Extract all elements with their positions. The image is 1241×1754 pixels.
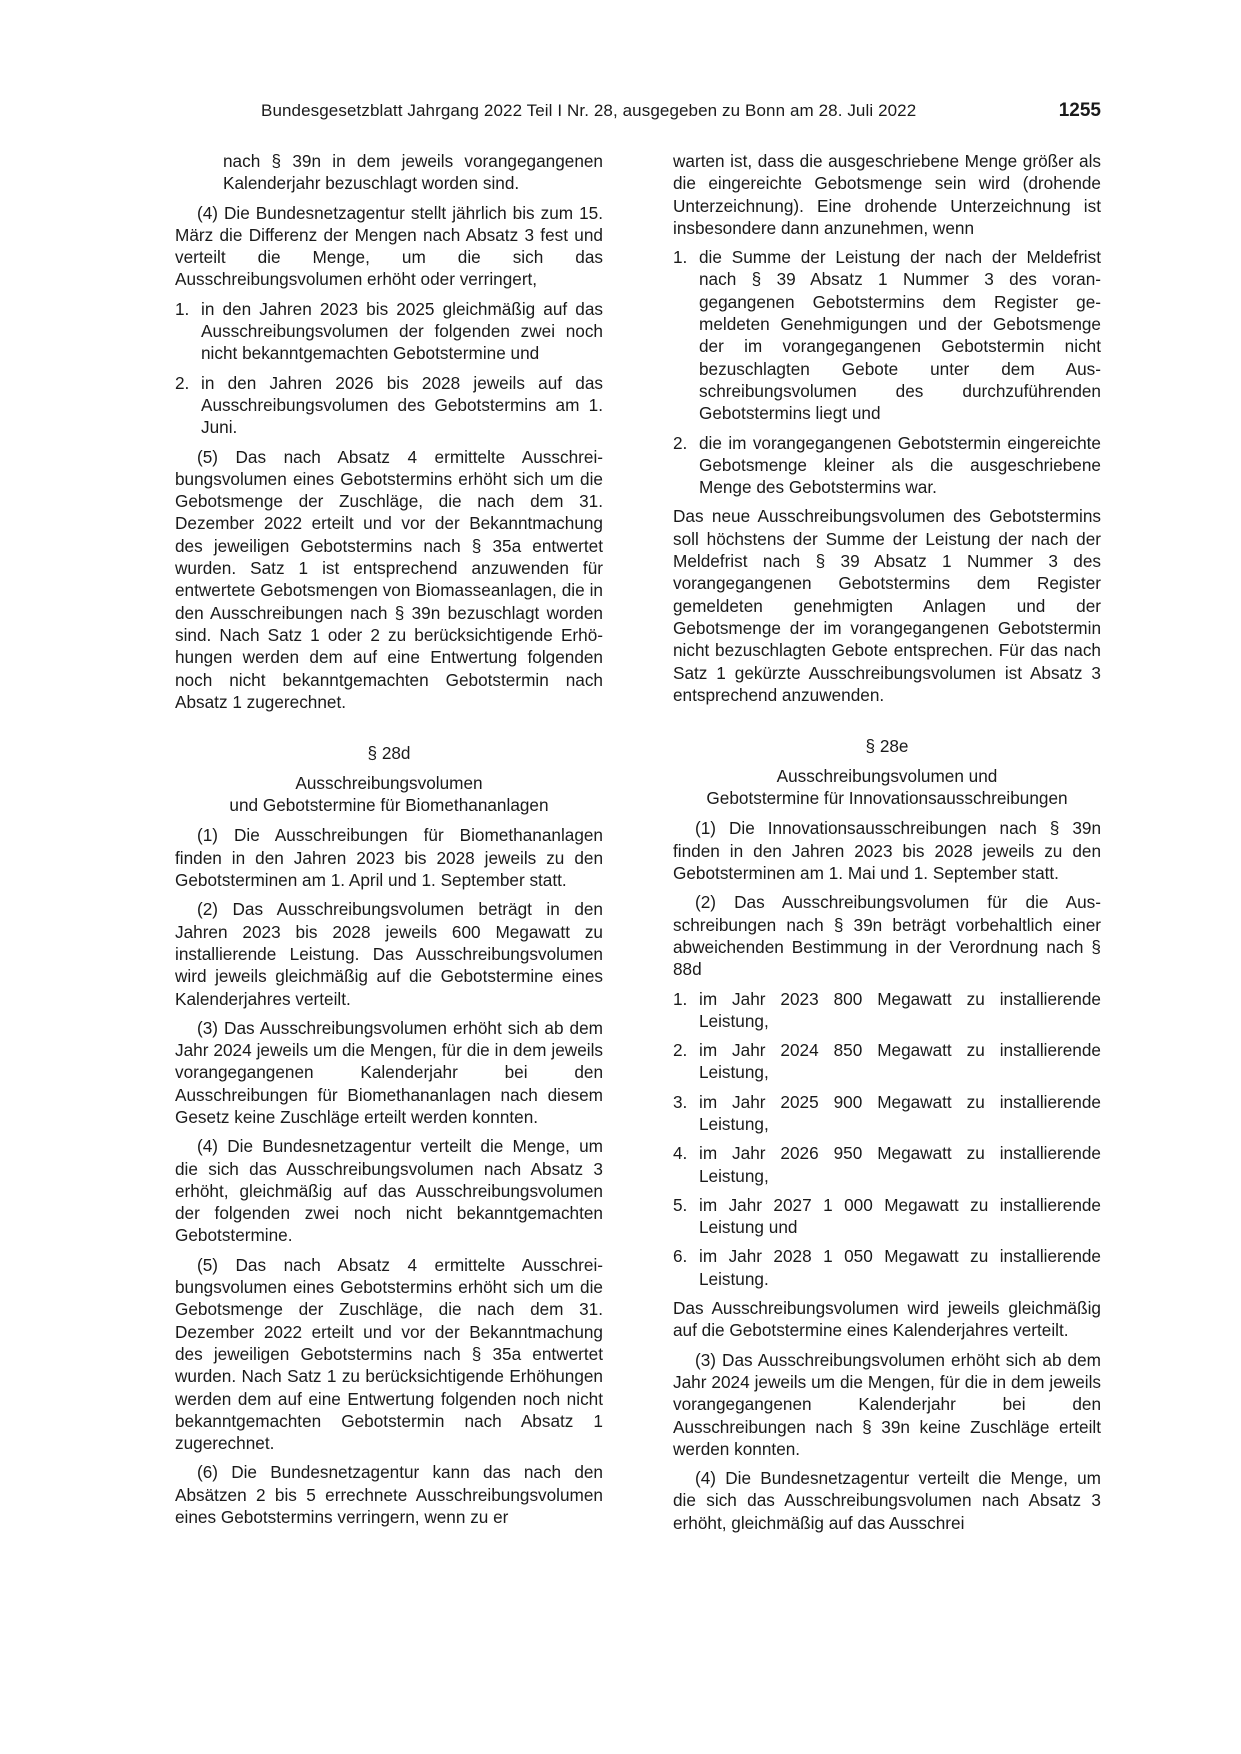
list-item-text: die Summe der Leistung der nach der Meldefrist nach § 39 Absatz 1 Nummer 3 des vorangegangenen Gebotstermins dem Register gemeldeten Genehmigungen und der Gebotsmenge der im vorangegangenen Gebotstermin nicht bezuschlagten Gebote unter dem Ausschreibungsvolumen des durchzuführenden Gebotstermins liegt und xyxy=(699,247,1101,424)
list-item xyxy=(673,432,1101,499)
list-item-text: im Jahr 2027 1 000 Megawatt zu installierende Leistung und xyxy=(699,1194,1101,1238)
paragraph-4: (4) Die Bundesnetzagentur verteilt die Menge, um die sich das Ausschreibungsvolumen nach Absatz 3 erhöht, gleichmäßig auf das Ausschreibungsvolumen der folgenden zwei noch nicht bekanntgemachten Gebotstermine. xyxy=(175,1136,603,1246)
paragraph-1: (1) Die Ausschreibungen für Biomethananlagen finden in den Jahren 2023 bis 2028 jeweils zu den Gebotsterminen am 1. April und 1. September statt. xyxy=(175,825,603,891)
paragraph-4: (4) Die Bundesnetzagentur stellt jährlich bis zum 15. März die Differenz der Mengen nach Absatz 3 fest und verteilt die Menge, um die sich das Ausschreibungsvolumen erhöht oder verringert, xyxy=(175,202,603,290)
paragraph-6: (6) Die Bundesnetzagentur kann das nach den Absätzen 2 bis 5 errechnete Ausschreibungsvolumen eines Gebotstermins verringern, wenn zu er xyxy=(175,1462,603,1528)
list-item-number: 1. xyxy=(175,298,190,319)
paragraph-2: (2) Das Ausschreibungsvolumen für die Ausschreibungen nach § 39n beträgt vorbehaltlich einer abweichenden Bestimmung in der Verordnung nach § 88d xyxy=(673,892,1101,980)
list-item xyxy=(175,298,603,365)
list-item xyxy=(673,1091,1101,1136)
list-item xyxy=(673,1245,1101,1290)
list-item-text: die im vorangegangenen Gebotstermin eingereichte Gebotsmenge kleiner als die ausgeschriebene Menge des Gebotstermins war. xyxy=(699,432,1101,498)
list-item-number: 3. xyxy=(673,1091,688,1112)
list-item-text: im Jahr 2028 1 050 Megawatt zu installierende Leistung. xyxy=(699,1246,1101,1289)
list-item-text: in den Jahren 2023 bis 2025 gleichmäßig auf das Ausschreibungsvolumen der folgenden zwei noch nicht bekanntgemachten Gebotstermine und xyxy=(201,298,603,364)
section-title-28e xyxy=(673,765,1101,809)
paragraph-4: (4) Die Bundesnetzagentur verteilt die Menge, um die sich das Ausschreibungsvolumen nach Absatz 3 erhöht, gleichmäßig auf das Ausschrei xyxy=(673,1468,1101,1533)
section-title-28d xyxy=(175,772,603,816)
paragraph-5: (5) Das nach Absatz 4 ermittelte Ausschreibungsvolumen eines Gebotstermins erhöht sich um die Gebotsmenge der Zuschläge, die nach dem 31. Dezember 2022 erteilt und vor der Bekanntmachung des jeweiligen Gebotstermins nach § 35a entwertet wurden. Satz 1 ist entsprechend anzuwenden für entwertete Gebotsmengen von Biomasseanlagen, die in den Ausschreibungen nach § 39n bezuschlagt worden sind. Nach Satz 1 oder 2 zu berücksichtigende Erhöhungen werden dem auf eine Entwertung folgenden noch nicht bekanntgemachten Gebotstermin nach Absatz 1 zugerechnet. xyxy=(175,446,603,712)
page-number: 1255 xyxy=(1058,100,1101,121)
continuation-paragraph: nach § 39n in dem jeweils vorangegangenen Kalenderjahr bezuschlagt worden sind. xyxy=(223,151,603,194)
list-item-number: 1. xyxy=(673,247,688,268)
section-title-line: und Gebotstermine für Biomethananlagen xyxy=(229,795,549,816)
list-item xyxy=(673,1142,1101,1187)
left-column xyxy=(175,150,603,1535)
list-item xyxy=(673,1194,1101,1239)
section-number-28d: § 28d xyxy=(367,743,411,764)
closing-paragraph: Das neue Ausschreibungsvolumen des Gebotstermins soll höchstens der Summe der Leistung der nach der Meldefrist nach § 39 Absatz 1 Nummer 3 des vorangegangenen Gebotstermins dem Register gemeldeten genehmigten Anlagen und der Gebotsmenge der im vorangegangenen Gebotstermin nicht bezuschlagten Gebote entsprechen. Für das nach Satz 1 gekürzte Ausschreibungsvolumen ist Absatz 3 entsprechend anzuwenden. xyxy=(673,506,1101,705)
list-item-text: im Jahr 2024 850 Megawatt zu installierende Leistung, xyxy=(699,1040,1101,1083)
section-title-line: Gebotstermine für Innovationsausschreibungen xyxy=(706,788,1068,809)
list-item-number: 1. xyxy=(673,988,688,1009)
list-item-number: 2. xyxy=(673,1040,688,1061)
list-item xyxy=(175,372,603,439)
section-number-28e: § 28e xyxy=(865,736,909,757)
list-item-text: im Jahr 2023 800 Megawatt zu installierende Leistung, xyxy=(699,988,1101,1031)
paragraph-3: (3) Das Ausschreibungsvolumen erhöht sich ab dem Jahr 2024 jeweils um die Mengen, für die in dem jeweils vorangegangenen Kalenderjahr bei den Ausschreibungen nach § 39n keine Zuschläge erteilt werden konnten. xyxy=(673,1349,1101,1459)
list-item-text: im Jahr 2026 950 Megawatt zu installierende Leistung, xyxy=(699,1143,1101,1186)
closing-paragraph: Das Ausschreibungsvolumen wird jeweils gleichmäßig auf die Gebotstermine eines Kalenderjahres verteilt. xyxy=(673,1298,1101,1341)
paragraph-1: (1) Die Innovationsausschreibungen nach § 39n finden in den Jahren 2023 bis 2028 jeweils zu den Gebotsterminen am 1. Mai und 1. September statt. xyxy=(673,818,1101,884)
list-item-number: 4. xyxy=(673,1143,688,1164)
list-item-number: 2. xyxy=(673,432,688,453)
list-item xyxy=(673,1039,1101,1084)
list-item-number: 6. xyxy=(673,1246,688,1267)
list-item xyxy=(673,988,1101,1033)
paragraph-2: (2) Das Ausschreibungsvolumen beträgt in den Jahren 2023 bis 2028 jeweils 600 Megawatt zu installierende Leistung. Das Ausschreibungsvolumen wird jeweils gleichmäßig auf die Gebotstermine eines Kalenderjahres verteilt. xyxy=(175,899,603,1009)
right-column xyxy=(673,150,1101,1541)
continuation-paragraph: warten ist, dass die ausgeschriebene Menge größer als die eingereichte Gebotsmenge sein wird (drohende Unterzeichnung). Eine drohende Unterzeichnung ist insbesondere dann anzunehmen, wenn xyxy=(673,151,1101,238)
list-item xyxy=(673,246,1101,424)
list-item-text: im Jahr 2025 900 Megawatt zu installierende Leistung, xyxy=(699,1091,1101,1134)
list-item-number: 2. xyxy=(175,372,190,393)
gazette-header-text: Bundesgesetzblatt Jahrgang 2022 Teil I Nr. 28, ausgegeben zu Bonn am 28. Juli 2022 xyxy=(261,101,917,120)
page-header xyxy=(175,101,1115,127)
paragraph-5: (5) Das nach Absatz 4 ermittelte Ausschreibungsvolumen eines Gebotstermins erhöht sich um die Gebotsmenge der Zuschläge, die nach dem 31. Dezember 2022 erteilt und vor der Bekanntmachung des jeweiligen Gebotstermins nach § 35a entwertet wurden. Nach Satz 1 zu berücksichtigende Erhöhungen werden dem auf eine Entwertung folgenden noch nicht bekanntgemachten Gebotstermin nach Absatz 1 zugerechnet. xyxy=(175,1254,603,1454)
paragraph-3: (3) Das Ausschreibungsvolumen erhöht sich ab dem Jahr 2024 jeweils um die Mengen, für die in dem jeweils vorangegangenen Kalenderjahr bei den Ausschreibungen für Biomethananlagen nach diesem Gesetz keine Zuschläge erteilt werden konnten. xyxy=(175,1017,603,1127)
list-item-text: in den Jahren 2026 bis 2028 jeweils auf das Ausschreibungsvolumen des Gebotstermins am 1. Juni. xyxy=(201,372,603,438)
section-title-line: Ausschreibungsvolumen xyxy=(295,773,483,794)
list-item-number: 5. xyxy=(673,1194,688,1215)
section-title-line: Ausschreibungsvolumen und xyxy=(776,766,998,787)
